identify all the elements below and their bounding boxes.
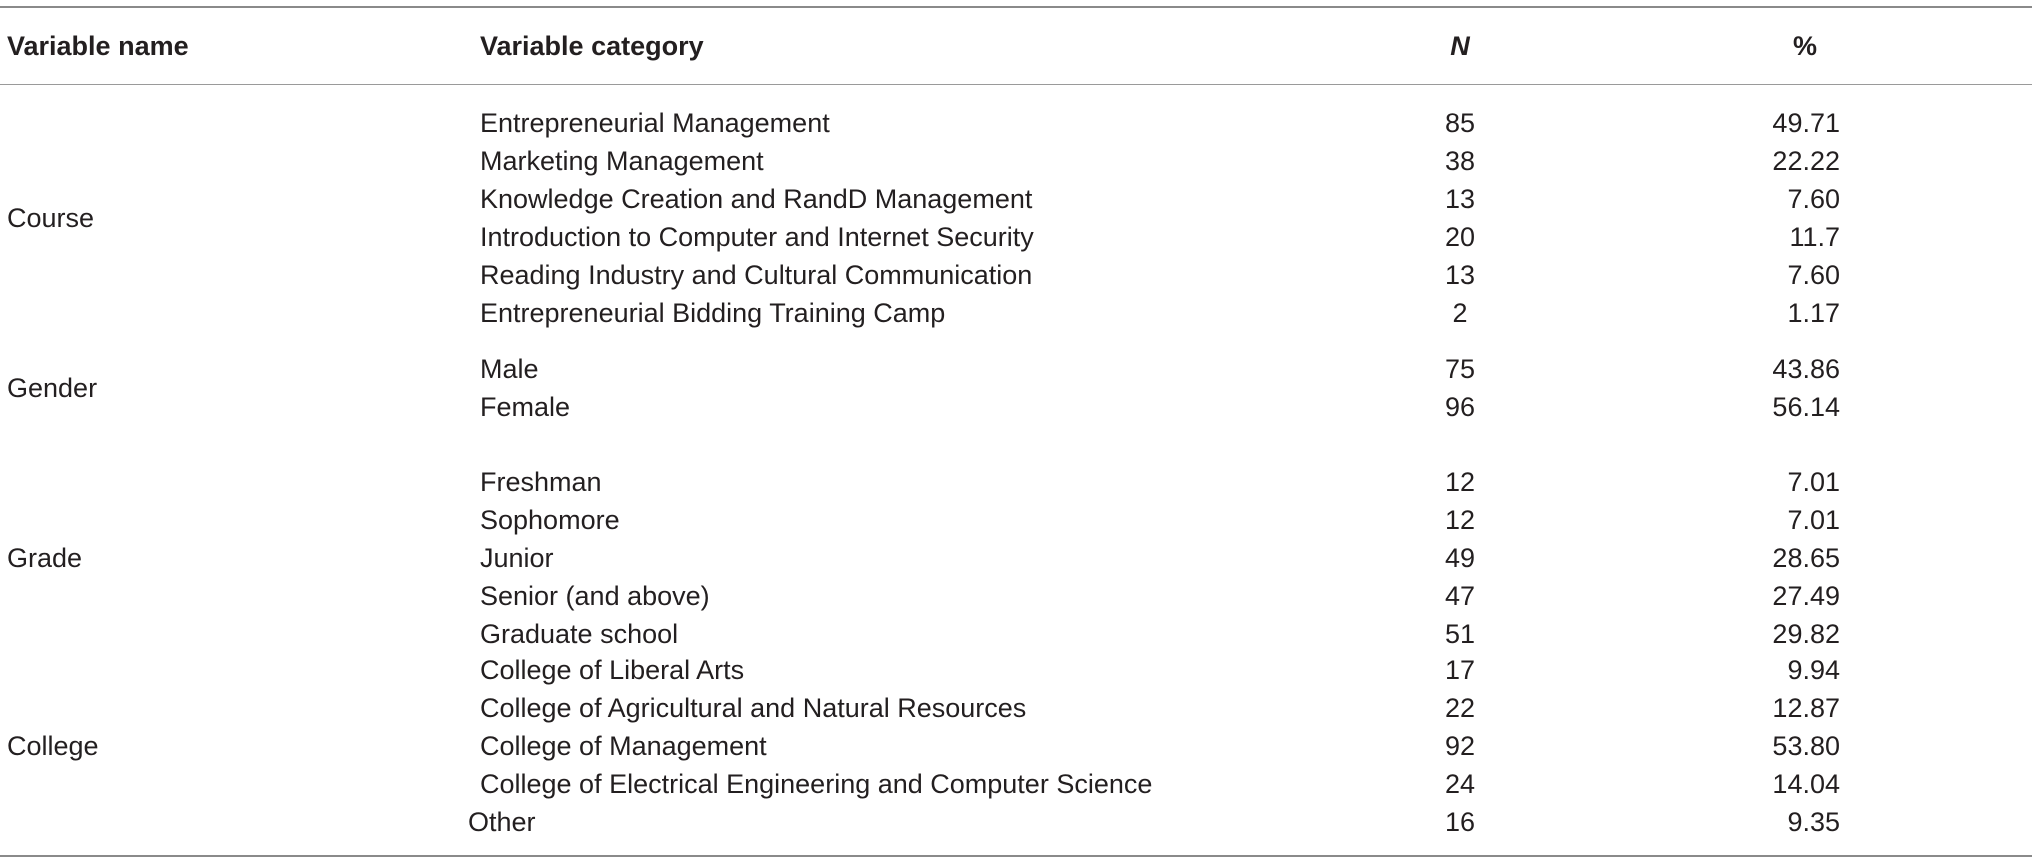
group-name: Gender bbox=[7, 373, 98, 403]
cell-category: Male bbox=[480, 354, 539, 384]
table-bottom-rule bbox=[0, 855, 2032, 857]
cell-category: Knowledge Creation and RandD Management bbox=[480, 184, 1033, 214]
cell-category: Junior bbox=[480, 543, 554, 573]
group-name: Course bbox=[7, 203, 95, 233]
table-row bbox=[0, 803, 2032, 841]
table-top-rule bbox=[0, 6, 2032, 8]
cell-n: 16 bbox=[1444, 807, 1476, 837]
cell-n: 96 bbox=[1444, 392, 1476, 422]
table-row bbox=[0, 651, 2032, 689]
table-row bbox=[0, 218, 2032, 256]
group-college bbox=[0, 651, 2032, 841]
cell-percent: 28.65 bbox=[1772, 543, 1840, 573]
cell-percent: 49.71 bbox=[1772, 108, 1840, 138]
table-row bbox=[0, 294, 2032, 332]
table-row bbox=[0, 765, 2032, 803]
table-row bbox=[0, 539, 2032, 577]
cell-percent: 11.7 bbox=[1789, 222, 1840, 252]
table-row bbox=[0, 727, 2032, 765]
table-row bbox=[0, 463, 2032, 501]
cell-percent: 43.86 bbox=[1772, 354, 1840, 384]
cell-percent: 7.60 bbox=[1787, 184, 1840, 214]
cell-percent: 27.49 bbox=[1772, 581, 1840, 611]
cell-percent: 9.35 bbox=[1787, 807, 1840, 837]
cell-n: 49 bbox=[1444, 543, 1476, 573]
cell-n: 47 bbox=[1444, 581, 1476, 611]
cell-n: 20 bbox=[1444, 222, 1476, 252]
table-row bbox=[0, 388, 2032, 426]
cell-percent: 7.60 bbox=[1787, 260, 1840, 290]
cell-n: 75 bbox=[1444, 354, 1476, 384]
cell-n: 2 bbox=[1452, 298, 1468, 328]
cell-category: Entrepreneurial Management bbox=[480, 108, 830, 138]
cell-percent: 53.80 bbox=[1772, 731, 1840, 761]
cell-percent: 7.01 bbox=[1787, 467, 1840, 497]
group-grade bbox=[0, 463, 2032, 653]
cell-percent: 1.17 bbox=[1787, 298, 1840, 328]
cell-percent: 7.01 bbox=[1787, 505, 1840, 535]
header-n: N bbox=[1450, 31, 1470, 61]
table-row bbox=[0, 501, 2032, 539]
cell-n: 13 bbox=[1444, 260, 1476, 290]
header-rule bbox=[0, 84, 2032, 85]
cell-category: College of Agricultural and Natural Resources bbox=[480, 693, 1027, 723]
table-row bbox=[0, 256, 2032, 294]
header-percent: % bbox=[1792, 31, 1817, 61]
table-row bbox=[0, 142, 2032, 180]
cell-category: College of Electrical Engineering and Computer Science bbox=[480, 769, 1153, 799]
group-gender bbox=[0, 350, 2032, 426]
cell-n: 24 bbox=[1444, 769, 1476, 799]
cell-category: Female bbox=[480, 392, 571, 422]
table-row bbox=[0, 350, 2032, 388]
cell-percent: 29.82 bbox=[1772, 619, 1840, 649]
table-row bbox=[0, 615, 2032, 653]
group-name: College bbox=[7, 731, 99, 761]
header-variable-name: Variable name bbox=[7, 31, 189, 61]
header-variable-category: Variable category bbox=[480, 31, 704, 61]
cell-percent: 12.87 bbox=[1772, 693, 1840, 723]
group-name: Grade bbox=[7, 543, 83, 573]
cell-category: College of Management bbox=[480, 731, 767, 761]
cell-n: 92 bbox=[1444, 731, 1476, 761]
cell-n: 22 bbox=[1444, 693, 1476, 723]
cell-category: Freshman bbox=[480, 467, 602, 497]
cell-category: Senior (and above) bbox=[480, 581, 710, 611]
cell-category: Entrepreneurial Bidding Training Camp bbox=[480, 298, 946, 328]
cell-category: Introduction to Computer and Internet Security bbox=[480, 222, 1034, 252]
cell-n: 13 bbox=[1444, 184, 1476, 214]
cell-n: 38 bbox=[1444, 146, 1476, 176]
cell-percent: 9.94 bbox=[1787, 655, 1840, 685]
table-row bbox=[0, 180, 2032, 218]
cell-category: Sophomore bbox=[480, 505, 620, 535]
group-course bbox=[0, 104, 2032, 332]
cell-percent: 14.04 bbox=[1772, 769, 1840, 799]
cell-category: Reading Industry and Cultural Communication bbox=[480, 260, 1033, 290]
cell-percent: 22.22 bbox=[1772, 146, 1840, 176]
cell-percent: 56.14 bbox=[1772, 392, 1840, 422]
table-row bbox=[0, 577, 2032, 615]
cell-n: 17 bbox=[1444, 655, 1476, 685]
cell-category: Other bbox=[468, 807, 536, 837]
table-row bbox=[0, 104, 2032, 142]
cell-n: 51 bbox=[1444, 619, 1476, 649]
cell-category: Graduate school bbox=[480, 619, 679, 649]
cell-n: 12 bbox=[1444, 467, 1476, 497]
cell-n: 85 bbox=[1444, 108, 1476, 138]
cell-n: 12 bbox=[1444, 505, 1476, 535]
cell-category: Marketing Management bbox=[480, 146, 764, 176]
cell-category: College of Liberal Arts bbox=[480, 655, 745, 685]
table-row bbox=[0, 689, 2032, 727]
